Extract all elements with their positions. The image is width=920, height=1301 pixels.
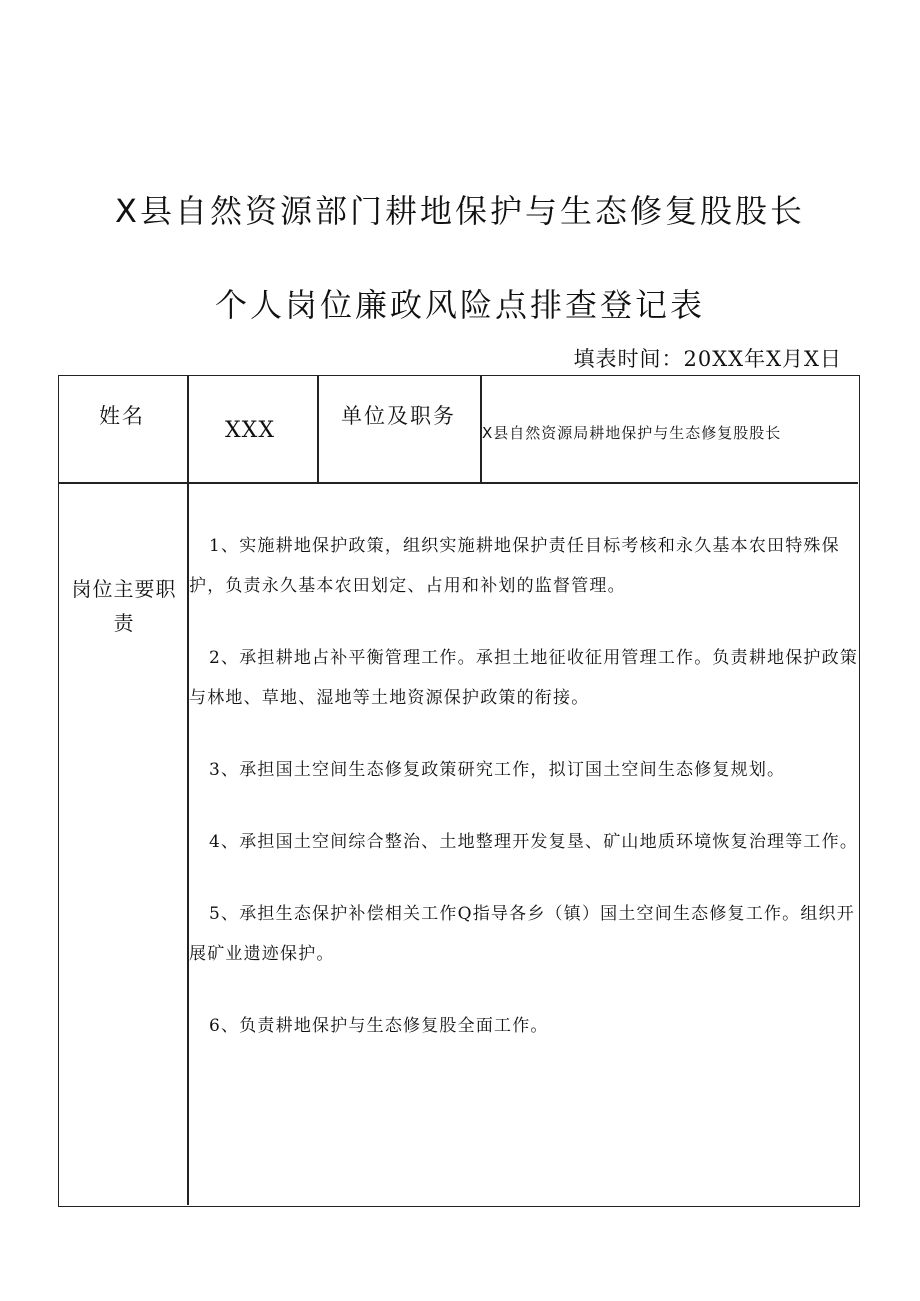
duties-list — [189, 526, 859, 1078]
unit-position-label: 单位及职务 — [341, 404, 456, 428]
table-divider — [317, 376, 319, 483]
name-value: XXX — [225, 418, 275, 443]
registration-table — [58, 375, 860, 1207]
duties-label: 岗位主要职责 — [71, 577, 177, 635]
duty-item: 2、承担耕地占补平衡管理工作。承担土地征收征用管理工作。负责耕地保护政策与林地、草地、湿地等土地资源保护政策的衔接。 — [189, 648, 859, 708]
fill-date: 填表时间：20XX年X月X日 — [573, 347, 842, 371]
duty-item: 1、实施耕地保护政策，组织实施耕地保护责任目标考核和永久基本农田特殊保护，负责永久基本农田划定、占用和补划的监督管理。 — [189, 536, 840, 596]
document-title-line2: 个人岗位廉政风险点排查登记表 — [214, 286, 705, 324]
duty-item: 3、承担国土空间生态修复政策研究工作，拟订国土空间生态修复规划。 — [209, 760, 786, 780]
duty-item: 4、承担国土空间综合整治、土地整理开发复垦、矿山地质环境恢复治理等工作。 — [209, 832, 859, 852]
document-title-line1: X县自然资源部门耕地保护与生态修复股股长 — [115, 192, 805, 230]
name-label: 姓名 — [99, 404, 145, 428]
duty-item: 6、负责耕地保护与生态修复股全面工作。 — [209, 1016, 549, 1036]
unit-position-value: X县自然资源局耕地保护与生态修复股股长 — [482, 424, 782, 442]
duty-item: 5、承担生态保护补偿相关工作Q指导各乡（镇）国土空间生态修复工作。组织开展矿业遗迹保护。 — [189, 904, 855, 964]
table-divider — [59, 482, 858, 484]
